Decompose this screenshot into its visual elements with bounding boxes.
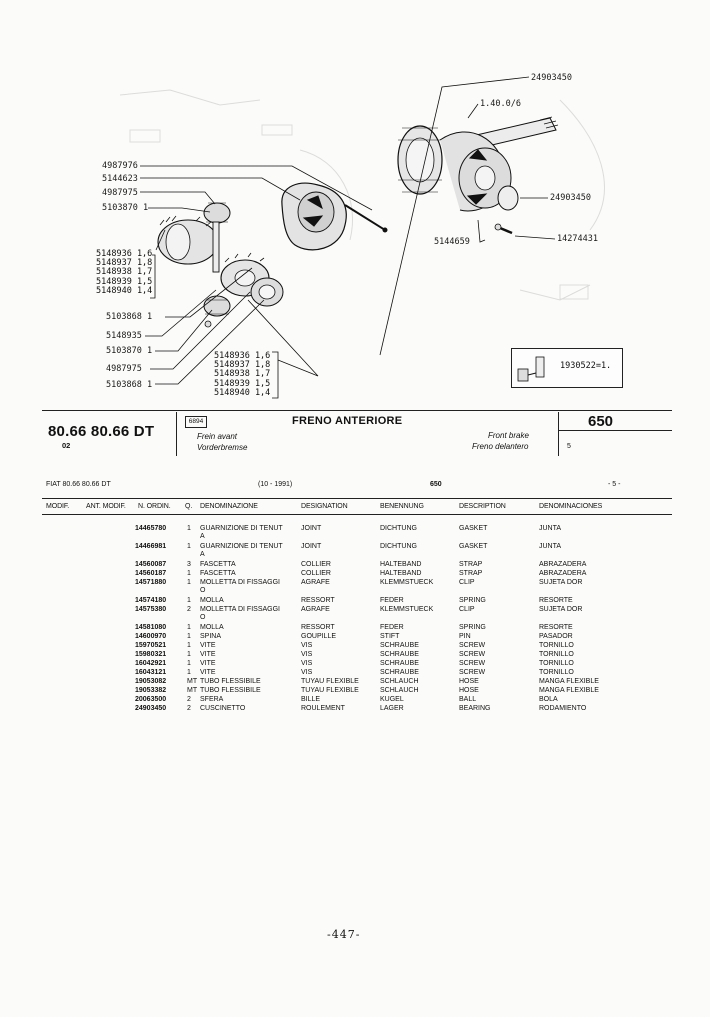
cell-num: 14571880: [135, 579, 167, 586]
callout-right-2: 1.40.0/6: [480, 99, 521, 109]
cell-des: BILLE: [301, 696, 321, 703]
cell-q: 1: [187, 624, 191, 631]
callout-left-3: 4987975: [102, 188, 138, 198]
col-denominazione: DENOMINAZIONE: [200, 503, 258, 510]
cell-ben: FEDER: [380, 624, 404, 631]
cell-q: MT: [187, 678, 198, 685]
cell-des: GOUPILLE: [301, 633, 337, 640]
cell-dsc: SCREW: [459, 660, 486, 667]
cell-q: 1: [187, 579, 191, 586]
col-description: DESCRIPTION: [459, 503, 506, 510]
cell-num: 20063500: [135, 696, 167, 703]
cell-q: 1: [187, 642, 191, 649]
cell-q: 2: [187, 696, 191, 703]
callout-right-1: 24903450: [531, 73, 572, 83]
cell-den-continuation: O: [200, 587, 206, 594]
cell-den-continuation: A: [200, 533, 205, 540]
group-bottom-line: 5148939 1,5: [214, 378, 271, 389]
callout-left-2: 5144623: [102, 174, 138, 184]
group-left-line: 5148938 1,7: [96, 267, 153, 278]
cell-den: VITE: [200, 642, 216, 649]
cell-q: 1: [187, 525, 191, 532]
callout-right-3: 24903450: [550, 193, 591, 203]
table-row: [0, 677, 710, 686]
header-divider-right: [558, 412, 559, 456]
group-left-line: 5148940 1,4: [96, 285, 153, 296]
cell-q: 1: [187, 570, 191, 577]
cell-den: VITE: [200, 669, 216, 676]
page-title: FRENO ANTERIORE: [292, 415, 403, 427]
callout-right-4: 5144659: [434, 237, 470, 247]
cell-ben: KLEMMSTUECK: [380, 606, 434, 613]
table-row: [0, 560, 710, 569]
callout-group-left: [96, 250, 152, 296]
callout-group-bottom: [214, 352, 270, 398]
cell-dmn: MANGA FLEXIBLE: [539, 687, 599, 694]
cell-num: 16042921: [135, 660, 167, 667]
cell-den: MOLLA: [200, 624, 224, 631]
cell-q: 1: [187, 651, 191, 658]
cell-den: VITE: [200, 660, 216, 667]
cell-den: GUARNIZIONE DI TENUT: [200, 543, 283, 550]
group-left-line: 5148939 1,5: [96, 276, 153, 287]
cell-des: VIS: [301, 669, 313, 676]
table-row: [0, 578, 710, 587]
table-row: [0, 605, 710, 614]
section-number: 650: [588, 413, 614, 430]
cell-ben: DICHTUNG: [380, 525, 417, 532]
group-bottom-line: 5148937 1,8: [214, 360, 271, 371]
cell-den: VITE: [200, 651, 216, 658]
cell-des: TUYAU FLEXIBLE: [301, 687, 359, 694]
cell-ben: SCHRAUBE: [380, 642, 419, 649]
cell-q: 3: [187, 561, 191, 568]
callout-left-8: 4987975: [106, 364, 142, 374]
cell-dmn: MANGA FLEXIBLE: [539, 678, 599, 685]
cell-dsc: STRAP: [459, 561, 483, 568]
cell-num: 19053082: [135, 678, 167, 685]
table-row: [0, 596, 710, 605]
callout-right-5: 14274431: [557, 234, 598, 244]
subtitle-en: Front brake: [488, 431, 529, 440]
cell-dmn: RESORTE: [539, 597, 573, 604]
table-row: [0, 650, 710, 659]
cell-ben: KLEMMSTUECK: [380, 579, 434, 586]
cell-des: VIS: [301, 651, 313, 658]
callout-left-4: 5103870 1: [102, 203, 149, 213]
cell-dmn: SUJETA DOR: [539, 606, 583, 613]
header-top-rule: [42, 410, 672, 411]
cell-den: FASCETTA: [200, 561, 236, 568]
callout-left-6: 5148935: [106, 331, 142, 341]
cell-dsc: SCREW: [459, 651, 486, 658]
cell-ben: KUGEL: [380, 696, 404, 703]
model-title: 80.66 80.66 DT: [48, 423, 155, 440]
cell-q: MT: [187, 687, 198, 694]
drawing-code-box: 6894: [185, 416, 207, 428]
cell-num: 24903450: [135, 705, 167, 712]
cell-den: MOLLETTA DI FISSAGGI: [200, 579, 280, 586]
table-row: [0, 632, 710, 641]
cell-q: 1: [187, 660, 191, 667]
table-row: [0, 686, 710, 695]
cell-dsc: CLIP: [459, 579, 475, 586]
cell-des: RESSORT: [301, 597, 335, 604]
table-row: [0, 524, 710, 533]
cell-dsc: HOSE: [459, 687, 479, 694]
kit-inset-drawing: [516, 353, 556, 383]
cell-ben: SCHRAUBE: [380, 651, 419, 658]
subtitle-de: Vorderbremse: [197, 443, 248, 452]
cell-dmn: ABRAZADERA: [539, 570, 587, 577]
cell-dsc: SCREW: [459, 669, 486, 676]
subtitle-es: Freno delantero: [472, 442, 529, 451]
group-number: 650: [430, 481, 442, 488]
subtitle-fr: Frein avant: [197, 432, 238, 441]
cell-num: 14600970: [135, 633, 167, 640]
cell-num: 14574180: [135, 597, 167, 604]
col-denominaciones: DENOMINACIONES: [539, 503, 603, 510]
cell-ben: SCHRAUBE: [380, 660, 419, 667]
kit-inset-label: 1930522=1.: [560, 361, 612, 371]
cell-num: 15980321: [135, 651, 167, 658]
callout-left-5: 5103868 1: [106, 312, 153, 322]
cell-ben: SCHLAUCH: [380, 678, 419, 685]
cell-des: COLLIER: [301, 570, 331, 577]
cell-num: 14560087: [135, 561, 167, 568]
cell-dsc: STRAP: [459, 570, 483, 577]
cell-dmn: BOLA: [539, 696, 558, 703]
cell-den-continuation: O: [200, 614, 206, 621]
table-row: [0, 659, 710, 668]
cell-dsc: CLIP: [459, 606, 475, 613]
callout-left-7: 5103870 1: [106, 346, 153, 356]
group-bottom-line: 5148940 1,4: [214, 387, 271, 398]
cell-ben: SCHRAUBE: [380, 669, 419, 676]
cell-num: 19053382: [135, 687, 167, 694]
col-modif: MODIF.: [46, 503, 70, 510]
page-number: -447-: [327, 928, 361, 941]
header-divider-left: [176, 412, 177, 456]
table-row: [0, 695, 710, 704]
cell-num: 14581080: [135, 624, 167, 631]
cell-num: 16043121: [135, 669, 167, 676]
cell-den: MOLLETTA DI FISSAGGI: [200, 606, 280, 613]
cell-den-continuation: A: [200, 551, 205, 558]
callout-left-1: 4987976: [102, 161, 138, 171]
group-bottom-line: 5148938 1,7: [214, 369, 271, 380]
cell-num: 14465780: [135, 525, 167, 532]
cell-des: AGRAFE: [301, 579, 330, 586]
cell-den: SPINA: [200, 633, 222, 640]
group-left-line: 5148937 1,8: [96, 258, 153, 269]
cell-dmn: TORNILLO: [539, 669, 574, 676]
cell-dmn: JUNTA: [539, 543, 562, 550]
cell-des: VIS: [301, 660, 313, 667]
cell-q: 1: [187, 669, 191, 676]
cell-ben: HALTEBAND: [380, 561, 422, 568]
cell-dsc: SPRING: [459, 597, 486, 604]
callout-left-9: 5103868 1: [106, 380, 153, 390]
cell-den: MOLLA: [200, 597, 224, 604]
col-n-ordin: N. ORDIN.: [138, 503, 171, 510]
table-row: [0, 641, 710, 650]
cell-q: 1: [187, 597, 191, 604]
cell-den: TUBO FLESSIBILE: [200, 678, 261, 685]
cell-des: ROULEMENT: [301, 705, 345, 712]
cell-den: CUSCINETTO: [200, 705, 246, 712]
kit-inset-box: [511, 348, 623, 388]
cell-dmn: TORNILLO: [539, 660, 574, 667]
planetary-gears: [158, 203, 283, 327]
cell-den: FASCETTA: [200, 570, 236, 577]
model-line: FIAT 80.66 80.66 DT: [46, 481, 111, 488]
cell-dsc: GASKET: [459, 543, 488, 550]
edition-date: (10 - 1991): [258, 481, 293, 488]
cell-q: 1: [187, 633, 191, 640]
cell-den: SFERA: [200, 696, 224, 703]
cell-des: COLLIER: [301, 561, 331, 568]
cell-dmn: PASADOR: [539, 633, 573, 640]
col-benennung: BENENNUNG: [380, 503, 424, 510]
section-subnumber: 5: [567, 443, 571, 450]
differential-housing: [282, 183, 387, 250]
table-header-rule: [42, 514, 672, 515]
header-section-rule: [558, 430, 672, 431]
cell-ben: LAGER: [380, 705, 404, 712]
table-row: [0, 569, 710, 578]
cell-ben: HALTEBAND: [380, 570, 422, 577]
cell-dmn: SUJETA DOR: [539, 579, 583, 586]
cell-den: TUBO FLESSIBILE: [200, 687, 261, 694]
cell-dsc: SCREW: [459, 642, 486, 649]
cell-q: 2: [187, 606, 191, 613]
show-through-marks: [120, 90, 604, 300]
cell-des: JOINT: [301, 525, 322, 532]
cell-dmn: TORNILLO: [539, 651, 574, 658]
cell-ben: SCHLAUCH: [380, 687, 419, 694]
cell-des: VIS: [301, 642, 313, 649]
col-q: Q.: [185, 503, 193, 510]
table-row: [0, 668, 710, 677]
table-row: [0, 542, 710, 551]
group-left-line: 5148936 1,6: [96, 249, 153, 259]
cell-dmn: ABRAZADERA: [539, 561, 587, 568]
cell-des: TUYAU FLEXIBLE: [301, 678, 359, 685]
table-row: [0, 704, 710, 713]
cell-dmn: JUNTA: [539, 525, 562, 532]
col-designation: DESIGNATION: [301, 503, 348, 510]
cell-ben: DICHTUNG: [380, 543, 417, 550]
cell-dmn: TORNILLO: [539, 642, 574, 649]
cell-ben: FEDER: [380, 597, 404, 604]
cell-num: 14575380: [135, 606, 167, 613]
model-subcode: 02: [62, 441, 71, 450]
group-bottom-line: 5148936 1,6: [214, 351, 271, 361]
cell-num: 14560187: [135, 570, 167, 577]
cell-dmn: RESORTE: [539, 624, 573, 631]
cell-ben: STIFT: [380, 633, 400, 640]
cell-dsc: HOSE: [459, 678, 479, 685]
cell-q: 2: [187, 705, 191, 712]
page-marker: - 5 -: [608, 481, 621, 488]
cell-dsc: BALL: [459, 696, 477, 703]
table-row: [0, 623, 710, 632]
col-ant-modif: ANT. MODIF.: [86, 503, 126, 510]
table-top-rule: [42, 498, 672, 499]
cell-des: RESSORT: [301, 624, 335, 631]
cell-dsc: GASKET: [459, 525, 488, 532]
cell-des: AGRAFE: [301, 606, 330, 613]
cell-num: 15970521: [135, 642, 167, 649]
cell-des: JOINT: [301, 543, 322, 550]
cell-dsc: BEARING: [459, 705, 491, 712]
cell-dsc: SPRING: [459, 624, 486, 631]
cell-q: 1: [187, 543, 191, 550]
cell-dmn: RODAMIENTO: [539, 705, 587, 712]
cell-den: GUARNIZIONE DI TENUT: [200, 525, 283, 532]
cell-dsc: PIN: [459, 633, 471, 640]
cell-num: 14466981: [135, 543, 167, 550]
